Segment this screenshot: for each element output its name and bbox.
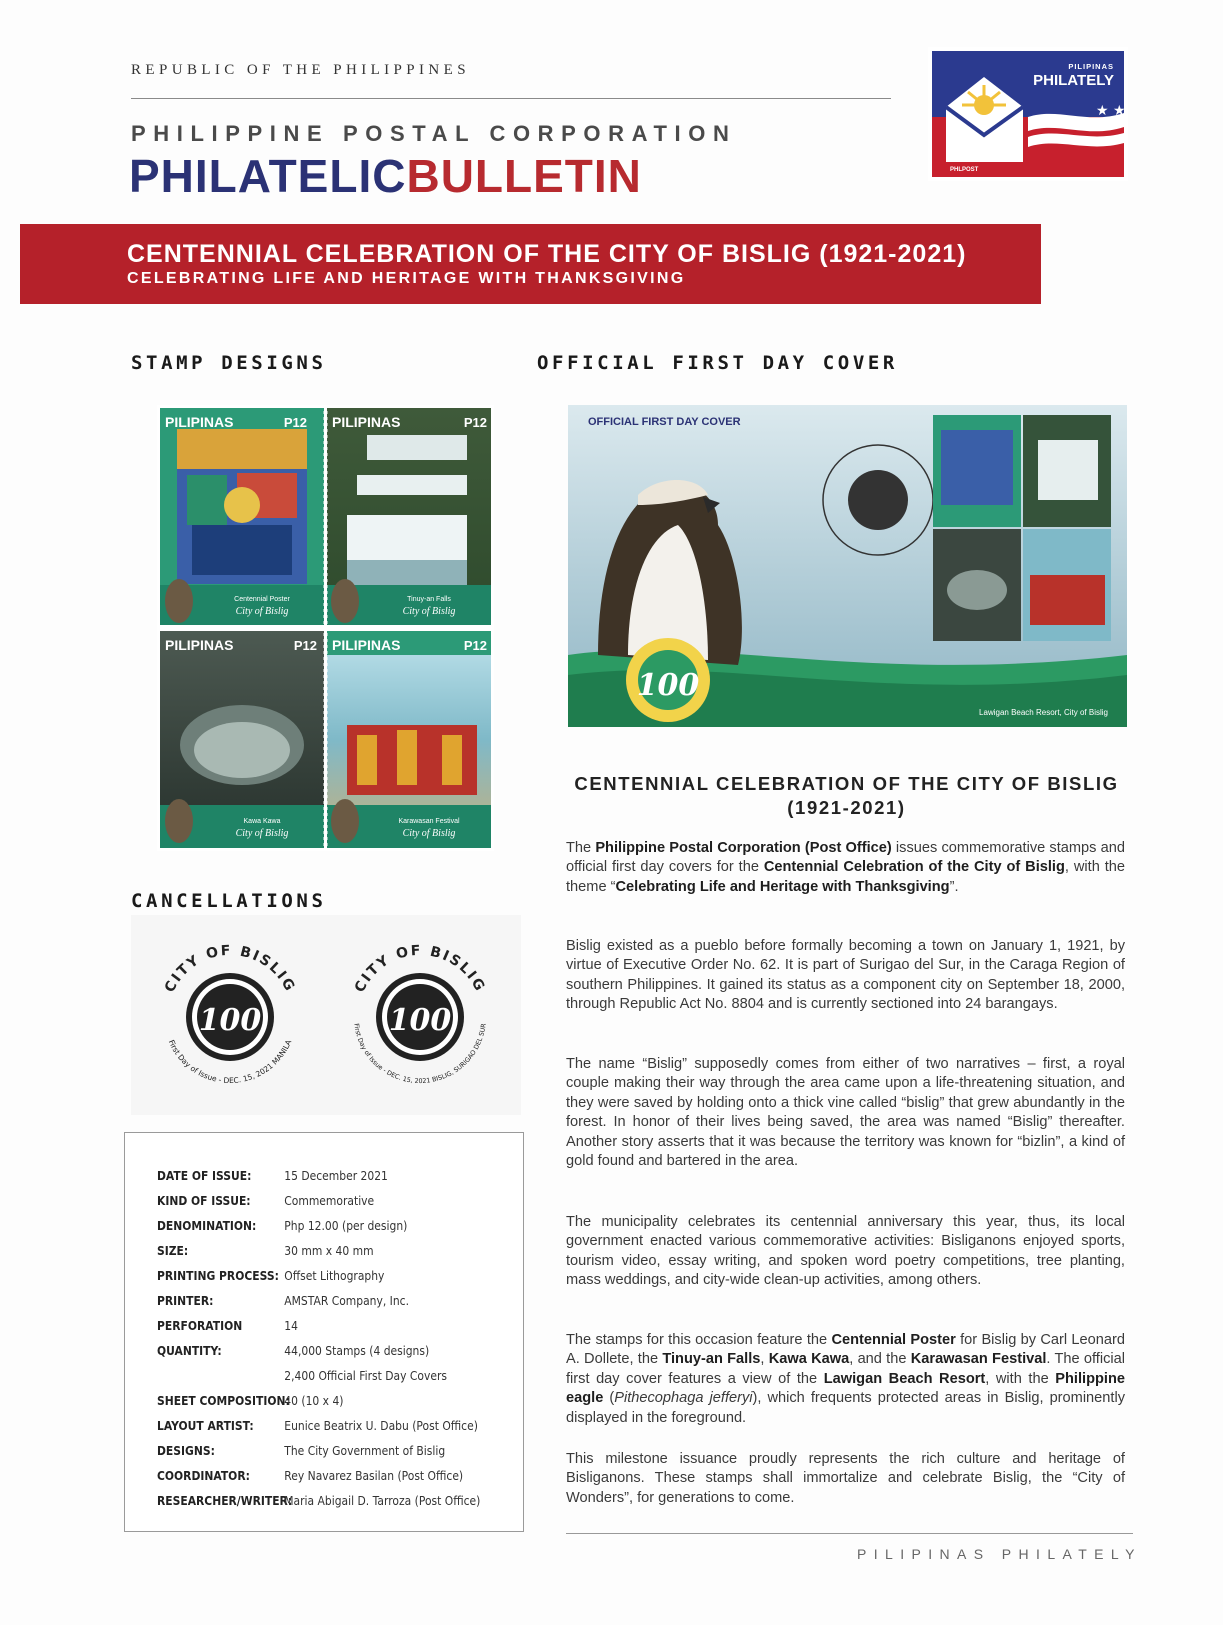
p1-text: ”. bbox=[949, 878, 959, 895]
issue-detail-label: DESIGNS: bbox=[157, 1443, 215, 1458]
issue-detail-label: LAYOUT ARTIST: bbox=[157, 1418, 254, 1433]
banner-title: CENTENNIAL CELEBRATION OF THE CITY OF BISLIG (1921-2021) bbox=[127, 240, 967, 268]
issue-detail-row bbox=[157, 1318, 298, 1333]
cancel2-arc-bottom: First Day of Issue - DEC. 15, 2021 BISLIG, SURIGAO DEL SUR bbox=[352, 1022, 488, 1086]
issue-detail-value: Eunice Beatrix U. Dabu (Post Office) bbox=[284, 1418, 478, 1433]
issue-detail-value: The City Government of Bislig bbox=[284, 1443, 446, 1458]
stamp2-value: P12 bbox=[463, 415, 487, 430]
bulletin-title-part2: BULLETIN bbox=[406, 150, 642, 202]
stamp-karawasan-festival bbox=[327, 631, 491, 848]
issue-detail-value: 40 (10 x 4) bbox=[284, 1393, 344, 1408]
stamp-designs-heading: STAMP DESIGNS bbox=[131, 352, 327, 374]
footer-text: PILIPINAS PHILATELY bbox=[857, 1546, 1142, 1562]
issue-detail-label: PRINTER: bbox=[157, 1293, 214, 1308]
issue-detail-label: SIZE: bbox=[157, 1243, 189, 1258]
issue-detail-value: AMSTAR Company, Inc. bbox=[284, 1293, 409, 1308]
stamp3-city: City of Bislig bbox=[235, 828, 289, 839]
issue-detail-row bbox=[157, 1418, 478, 1433]
bulletin-title bbox=[129, 150, 642, 202]
issue-detail-row bbox=[157, 1293, 409, 1308]
logo-main-text: PHILATELY bbox=[1033, 72, 1114, 89]
issue-detail-row bbox=[157, 1243, 374, 1258]
p5-bold: Philippine eagle bbox=[566, 1370, 1125, 1407]
stamp3-country: PILIPINAS bbox=[165, 637, 234, 653]
issue-detail-value: Offset Lithography bbox=[284, 1268, 385, 1283]
bulletin-title-part1: PHILATELIC bbox=[129, 150, 407, 202]
p5-text: , bbox=[760, 1351, 769, 1368]
p1-bold: Centennial Celebration of the City of Bislig bbox=[763, 859, 1065, 876]
issue-detail-row bbox=[157, 1218, 407, 1233]
stamp2-country: PILIPINAS bbox=[332, 414, 401, 430]
logo-top-text: PILIPINAS bbox=[1068, 62, 1114, 71]
issue-detail-label: PERFORATION bbox=[157, 1318, 243, 1333]
stamp2-caption: Tinuy-an Falls bbox=[407, 596, 451, 603]
stamp4-city: City of Bislig bbox=[402, 828, 456, 839]
first-day-cover-heading: OFFICIAL FIRST DAY COVER bbox=[537, 352, 898, 374]
issue-detail-label: PRINTING PROCESS: bbox=[157, 1268, 279, 1283]
fdc-location-caption: Lawigan Beach Resort, City of Bislig bbox=[979, 708, 1108, 717]
stamp1-country: PILIPINAS bbox=[165, 414, 234, 430]
stamp1-city: City of Bislig bbox=[235, 606, 289, 617]
p5-text: ), which frequents protected areas in Bislig, prominently displayed in the foreground. bbox=[566, 1390, 1126, 1426]
cancel2-arc-top: CITY OF BISLIG bbox=[351, 942, 489, 996]
p5-text: The stamps for this occasion feature the bbox=[566, 1332, 832, 1348]
article-title-line2: (1921-2021) bbox=[787, 797, 906, 818]
p5-bold: Kawa Kawa bbox=[768, 1351, 850, 1368]
stamp4-caption: Karawasan Festival bbox=[398, 818, 460, 825]
cancellations-heading: CANCELLATIONS bbox=[131, 890, 327, 912]
fdc-logo-100: 100 bbox=[636, 668, 700, 703]
p5-text: ( bbox=[603, 1390, 615, 1407]
cancel1-arc-top: CITY OF BISLIG bbox=[161, 942, 299, 996]
issue-detail-value: 2,400 Official First Day Covers bbox=[284, 1368, 447, 1383]
issue-detail-row bbox=[157, 1343, 429, 1358]
cancel1-arc-bottom: First Day of Issue - DEC. 15, 2021 MANILA bbox=[166, 1038, 294, 1086]
p5-text: , and the bbox=[849, 1351, 911, 1368]
stamp2-city: City of Bislig bbox=[402, 606, 456, 617]
issue-detail-value: 44,000 Stamps (4 designs) bbox=[284, 1343, 430, 1358]
cancellation-manila bbox=[150, 935, 310, 1100]
svg-text:★ ★: ★ ★ bbox=[1096, 103, 1126, 119]
stamp-block bbox=[157, 405, 494, 851]
issue-detail-row bbox=[157, 1493, 480, 1508]
issue-detail-label: SHEET COMPOSITION: bbox=[157, 1393, 290, 1408]
cancel2-100: 100 bbox=[388, 1003, 452, 1038]
issue-detail-value: 14 bbox=[284, 1318, 298, 1333]
article-paragraph-1 bbox=[566, 839, 1125, 897]
issue-detail-row bbox=[157, 1393, 343, 1408]
logo-small-text: PHLPOST bbox=[950, 167, 979, 173]
stamp-kawa-kawa bbox=[160, 631, 324, 848]
article-title-line1: CENTENNIAL CELEBRATION OF THE CITY OF BISLIG bbox=[574, 773, 1119, 794]
issue-detail-value: 15 December 2021 bbox=[284, 1168, 388, 1183]
p5-text: for Bislig by Carl Leonard A. Dollete, the bbox=[566, 1332, 1125, 1368]
p5-bold: Centennial Poster bbox=[831, 1332, 956, 1348]
issue-detail-value: Php 12.00 (per design) bbox=[284, 1218, 408, 1233]
first-day-cover-image bbox=[568, 405, 1127, 727]
issue-detail-row bbox=[157, 1368, 447, 1383]
issue-detail-row bbox=[157, 1193, 374, 1208]
issue-detail-row bbox=[157, 1268, 384, 1283]
issue-detail-row bbox=[157, 1443, 445, 1458]
p1-text: issues commemorative stamps and official first day covers for the bbox=[566, 840, 1125, 876]
stamp1-caption: Centennial Poster bbox=[234, 596, 290, 603]
issue-detail-label: COORDINATOR: bbox=[157, 1468, 250, 1483]
issue-detail-row bbox=[157, 1168, 388, 1183]
p5-bold: Karawasan Festival bbox=[910, 1351, 1047, 1368]
p1-text: The bbox=[566, 840, 596, 856]
issue-detail-label: DATE OF ISSUE: bbox=[157, 1168, 252, 1183]
p5-text: , with the bbox=[985, 1370, 1056, 1387]
stamp3-value: P12 bbox=[293, 638, 317, 653]
issue-detail-value: 30 mm x 40 mm bbox=[284, 1243, 374, 1258]
issue-detail-value: Maria Abigail D. Tarroza (Post Office) bbox=[284, 1493, 481, 1508]
p5-bold: Lawigan Beach Resort bbox=[823, 1370, 986, 1387]
p1-text: , with the theme “ bbox=[566, 859, 1126, 895]
fdc-label: OFFICIAL FIRST DAY COVER bbox=[588, 416, 741, 428]
stamp3-caption: Kawa Kawa bbox=[243, 818, 281, 825]
issue-detail-value: Rey Navarez Basilan (Post Office) bbox=[284, 1468, 464, 1483]
article-title bbox=[566, 772, 1127, 820]
corporation-heading: PHILIPPINE POSTAL CORPORATION bbox=[131, 121, 737, 146]
issue-detail-label: RESEARCHER/WRITER: bbox=[157, 1493, 293, 1508]
article-paragraph-4: The municipality celebrates its centennial anniversary this year, thus, its local government enacted various commemorative activities: Bisliganons enjoyed sports, tourism video, essay writing, and spoken word poetry competitions, tree planting, mass weddings, and city-wide clean-up activities, among others. bbox=[566, 1214, 1125, 1289]
cancellation-bislig bbox=[340, 935, 500, 1100]
stamp-tinuy-an-falls bbox=[327, 408, 491, 625]
stamp-centennial-poster bbox=[160, 408, 324, 625]
p5-text: . The official first day cover features a view of the bbox=[566, 1351, 1125, 1387]
issue-detail-label: KIND OF ISSUE: bbox=[157, 1193, 251, 1208]
republic-heading: REPUBLIC OF THE PHILIPPINES bbox=[131, 62, 470, 78]
article-paragraph-3: The name “Bislig” supposedly comes from either of two narratives – first, a royal couple making their way through the area came upon a life-threatening situation, and they were saved by holding onto a thick vine called “bislig” that grew abundantly in the forest. In honor of their lives being saved, the area was named “Bislig” thereafter. Another story asserts that it was because the territory was known for “bizlin”, a kind of gold found and bartered in the area. bbox=[566, 1056, 1125, 1170]
article-paragraph-6: This milestone issuance proudly represents the rich culture and heritage of Bisliganons. These stamps shall immortalize and celebrate Bislig, the “City of Wonders”, for generations to come. bbox=[566, 1451, 1125, 1506]
footer-divider bbox=[566, 1533, 1133, 1534]
article-paragraph-5 bbox=[566, 1331, 1125, 1428]
header-divider bbox=[131, 98, 891, 99]
stamp4-value: P12 bbox=[463, 638, 487, 653]
article-paragraph-2: Bislig existed as a pueblo before formally becoming a town on January 1, 1921, by virtue of Executive Order No. 62. It is part of Surigao del Sur, in the Caraga Region of southern Philippines. It gained its status as a component city on September 18, 2000, through Republic Act No. 8804 and is currently sectioned into 24 barangays. bbox=[566, 938, 1125, 1013]
p1-bold: Celebrating Life and Heritage with Thanksgiving bbox=[615, 878, 950, 895]
issue-detail-row bbox=[157, 1468, 463, 1483]
issue-detail-label: DENOMINATION: bbox=[157, 1218, 257, 1233]
issue-detail-value: Commemorative bbox=[284, 1193, 375, 1208]
cancel1-100: 100 bbox=[198, 1003, 262, 1038]
p5-bold: Tinuy-an Falls bbox=[662, 1351, 761, 1368]
philately-logo bbox=[928, 47, 1128, 181]
stamp1-value: P12 bbox=[283, 415, 307, 430]
p5-italic: Pithecophaga jefferyi bbox=[614, 1390, 753, 1407]
stamp4-country: PILIPINAS bbox=[332, 637, 401, 653]
p1-bold: Philippine Postal Corporation (Post Office) bbox=[595, 840, 892, 856]
issue-detail-label: QUANTITY: bbox=[157, 1343, 222, 1358]
banner-subtitle: CELEBRATING LIFE AND HERITAGE WITH THANKSGIVING bbox=[127, 270, 686, 287]
